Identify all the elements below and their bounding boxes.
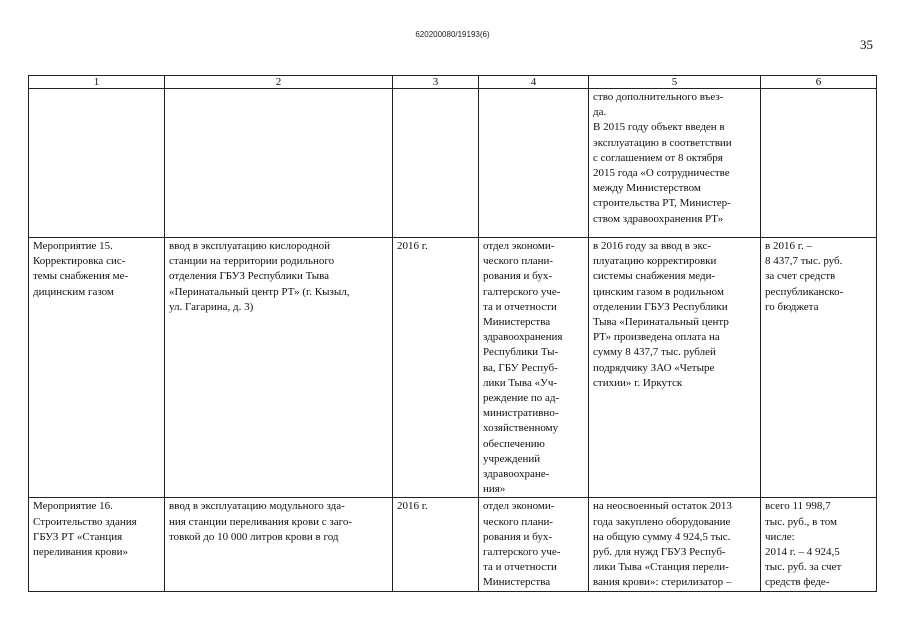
measure-name-text: Мероприятие 16. Строительство здания ГБУЗ РТ «Станция переливания крови» — [33, 500, 137, 559]
measure-name-cell — [29, 238, 165, 498]
expected-result-cell — [165, 89, 393, 238]
column-number-header: 4 — [479, 76, 589, 89]
responsible-text: отдел экономи- ческого плани- рования и бух- галтерского уче- та и отчетности Министерства здравоохранения Республики Ты- ва, ГБУ Респуб- лики Тыва «Уч- реждение по ад- министративно- хозяйственному обеспечению учреждений здравоохране- ния» — [483, 240, 563, 496]
funding-cell — [761, 498, 877, 591]
measure-name-cell — [29, 498, 165, 591]
expected-result-cell — [165, 238, 393, 498]
funding-text: всего 11 998,7 тыс. руб., в том числе: 2014 г. – 4 924,5 тыс. руб. за счет средств феде- — [765, 500, 842, 589]
deadline-cell — [393, 498, 479, 591]
execution-info-cell — [589, 89, 761, 238]
table-row — [29, 498, 877, 591]
deadline-text: 2016 г. — [397, 500, 428, 513]
column-number-row — [29, 76, 877, 89]
column-number-header: 3 — [393, 76, 479, 89]
column-number-header: 6 — [761, 76, 877, 89]
expected-result-cell — [165, 498, 393, 591]
responsible-text: отдел экономи- ческого плани- рования и бух- галтерского уче- та и отчетности Министерства — [483, 500, 561, 589]
document-code: 620200080/19193(6) — [415, 30, 490, 39]
execution-info-text: ство дополнительного въез- да. В 2015 году объект введен в эксплуатацию в соответствии с соглашением от 8 октября 2015 года «О сотрудничестве между Министерством строительства РТ, Министер- ством здравоохранения РТ» — [593, 91, 732, 225]
deadline-text: 2016 г. — [397, 240, 428, 252]
responsible-cell — [479, 238, 589, 498]
table-row — [29, 238, 877, 498]
page-number: 35 — [860, 37, 873, 52]
execution-info-text: в 2016 году за ввод в экс- плуатацию корректировки системы снабжения меди- цинским газом в родильном отделении ГБУЗ Республики Тыва «Перинатальный центр РТ» произведена оплата на сумму 8 437,7 тыс. рублей подрядчику ЗАО «Четыре стихии» г. Иркутск — [593, 240, 729, 389]
funding-text: в 2016 г. – 8 437,7 тыс. руб. за счет средств республиканско- го бюджета — [765, 240, 844, 313]
measures-table — [28, 75, 877, 592]
column-number-header: 5 — [589, 76, 761, 89]
measure-name-text: Мероприятие 15. Корректировка сис- темы снабжения ме- дицинским газом — [33, 240, 129, 298]
expected-result-text: ввод в эксплуатацию кислородной станции на территории родильного отделения ГБУЗ Республики Тыва «Перинатальный центр РТ» (г. Кызыл, ул. Гагарина, д. 3) — [169, 240, 350, 313]
expected-result-text: ввод в эксплуатацию модульного зда- ния станции переливания крови с заго- товкой до 10 000 литров крови в год — [169, 500, 353, 543]
execution-info-text: на неосвоенный остаток 2013 года закуплено оборудование на общую сумму 4 924,5 тыс. руб. для нужд ГБУЗ Респуб- лики Тыва «Станция перели- вания крови»: стерилизатор – — [593, 500, 732, 589]
table-row — [29, 89, 877, 238]
funding-cell — [761, 238, 877, 498]
deadline-cell — [393, 89, 479, 238]
responsible-cell — [479, 498, 589, 591]
column-number-header: 2 — [165, 76, 393, 89]
column-number-header: 1 — [29, 76, 165, 89]
execution-info-cell — [589, 238, 761, 498]
funding-cell — [761, 89, 877, 238]
responsible-cell — [479, 89, 589, 238]
deadline-cell — [393, 238, 479, 498]
execution-info-cell — [589, 498, 761, 591]
measure-name-cell — [29, 89, 165, 238]
